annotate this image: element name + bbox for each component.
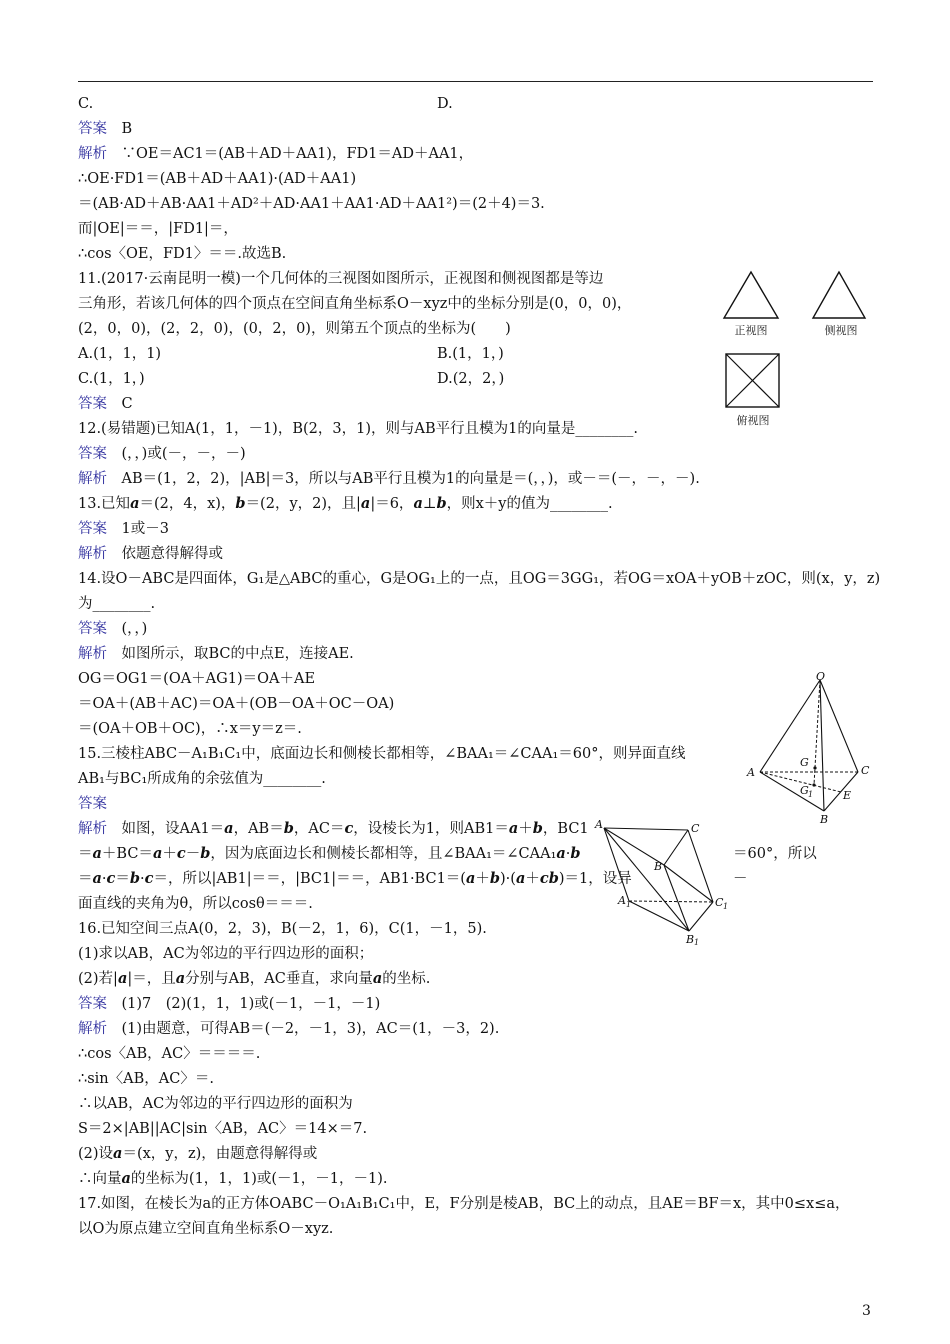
- text-line: [78, 170, 356, 188]
- text-run: ＝: [115, 871, 130, 887]
- vector-symbol: a: [130, 495, 140, 512]
- text-run: C.(1，1，): [78, 371, 145, 387]
- text-line: [78, 1220, 333, 1238]
- text-line: [78, 695, 394, 713]
- text-run: 的坐标.: [382, 971, 431, 987]
- vector-symbol: a: [92, 870, 102, 887]
- text-run: ·: [565, 846, 571, 862]
- text-run: 三角形，若该几何体的四个顶点在空间直角坐标系O－xyz中的坐标分别是(0，0，0)，: [78, 296, 632, 312]
- text-run: 15.三棱柱ABC－A₁B₁C₁中，底面边长和侧棱长都相等，∠BAA₁＝∠CAA₁＝60°，则异面直线: [78, 746, 686, 762]
- text-line: [78, 645, 354, 663]
- text-line: [78, 1070, 214, 1088]
- text-run: 16.已知空间三点A(0，2，3)，B(－2，1，6)，C(1，－1，5).: [78, 921, 487, 937]
- text-run: 依题意得解得或: [107, 546, 223, 562]
- vector-symbol: b: [436, 495, 447, 512]
- text-line: [78, 570, 880, 588]
- text-run: B.(1，1，): [437, 346, 504, 362]
- text-line: [78, 445, 246, 463]
- text-line: [78, 345, 504, 363]
- text-line: [78, 1145, 317, 1163]
- text-run: AB₁与BC₁所成角的余弦值为________.: [78, 771, 326, 787]
- text-line: [78, 770, 326, 788]
- text-line: [78, 845, 817, 863]
- answer-tag: 答案: [78, 796, 107, 812]
- answer-tag: 解析: [78, 471, 107, 487]
- text-run: ＝(AB·AD＋AB·AA1＋AD²＋AD·AA1＋AA1·AD＋AA1²)＝(2＋4)＝3.: [78, 196, 545, 212]
- text-run: D.: [437, 96, 453, 112]
- text-run: S＝2×|AB||AC|sin〈AB，AC〉＝14×＝7.: [78, 1121, 368, 1137]
- vector-symbol: b: [570, 845, 581, 862]
- vector-symbol: a: [508, 820, 519, 837]
- text-line: [78, 945, 373, 963]
- vector-symbol: a: [372, 970, 383, 987]
- vector-symbol: b: [235, 495, 246, 512]
- text-run: B: [107, 121, 133, 137]
- text-line: [78, 820, 589, 838]
- three-view-figure: [716, 268, 876, 438]
- text-line: [78, 995, 380, 1013]
- tetra-label-G1: G: [800, 784, 809, 797]
- text-run: AB＝(1，2，2)，|AB|＝3，所以与AB平行且模为1的向量是＝(，，)，或－＝(－，－，－).: [107, 471, 700, 487]
- text-run: (2，0，0)，(2，2，0)，(0，2，0)，则第五个顶点的坐标为( ): [78, 321, 511, 337]
- vector-symbol: b: [548, 870, 559, 887]
- text-line: [78, 545, 223, 563]
- side-view-label: 侧视图: [824, 324, 858, 337]
- text-run: ＋: [518, 821, 533, 837]
- answer-tag: 解析: [78, 646, 107, 662]
- text-run: ＝: [78, 846, 93, 862]
- vector-symbol: a: [515, 870, 526, 887]
- vector-symbol: a: [121, 1170, 131, 1187]
- prism-label-B1-sub: 1: [694, 938, 700, 946]
- text-line: [78, 595, 155, 613]
- text-line: [78, 1020, 499, 1038]
- text-line: [78, 895, 313, 913]
- vector-symbol: c: [176, 845, 186, 862]
- text-run: ∵OE＝AC1＝(AB＋AD＋AA1)，FD1＝AD＋AA1，: [107, 146, 474, 162]
- vector-symbol: b: [129, 870, 140, 887]
- text-run: ＝OA＋(AB＋AC)＝OA＋(OB－OA＋OC－OA): [78, 696, 395, 712]
- text-line: [78, 420, 638, 438]
- text-run: ，AB＝: [233, 821, 284, 837]
- text-run: ∴OE·FD1＝(AB＋AD＋AA1)·(AD＋AA1): [78, 171, 357, 187]
- text-run: (1)求以AB，AC为邻边的平行四边形的面积；: [78, 946, 374, 962]
- tetra-label-A: A: [747, 766, 755, 779]
- text-line: [78, 1045, 260, 1063]
- side-view-triangle: [813, 272, 865, 318]
- text-run: D.(2，2，): [437, 371, 505, 387]
- vector-symbol: a: [360, 495, 371, 512]
- text-run: (，，): [107, 621, 148, 637]
- text-line: [78, 1095, 353, 1113]
- text-run: ＝(2，y，2)，且|: [245, 496, 361, 512]
- text-line: [78, 245, 286, 263]
- text-run: 13.已知: [78, 496, 131, 512]
- text-run: ＝: [78, 871, 93, 887]
- text-run: ＝(OA＋OB＋OC)，∴x＝y＝z＝.: [78, 721, 302, 737]
- text-line: [78, 970, 430, 988]
- text-line: [78, 1120, 367, 1138]
- text-run: A.(1，1，1): [78, 346, 162, 362]
- text-line: [78, 1195, 850, 1213]
- vector-symbol: b: [283, 820, 294, 837]
- tetra-label-C: C: [861, 764, 870, 777]
- vector-symbol: c: [144, 870, 154, 887]
- text-line: [78, 745, 685, 763]
- vector-symbol: c: [106, 870, 116, 887]
- text-run: (2)若|: [78, 971, 118, 987]
- text-run: 为________.: [78, 596, 156, 612]
- page-number: 3: [862, 1303, 871, 1319]
- text-run: ，则x＋y的值为________.: [446, 496, 613, 512]
- text-line: [78, 620, 147, 638]
- vector-symbol: a: [413, 495, 423, 512]
- text-run: ∴sin〈AB，AC〉＝.: [78, 1071, 214, 1087]
- text-run: 14.设O－ABC是四面体，G₁是△ABC的重心，G是OG₁上的一点，且OG＝3GG₁，若OG＝xOA＋yOB＋zOC，则(x，y，z): [78, 571, 881, 587]
- text-line: [78, 520, 169, 538]
- text-line: [78, 295, 631, 313]
- text-run: 而|OE|＝＝，|FD1|＝，: [78, 221, 238, 237]
- answer-tag: 答案: [78, 396, 107, 412]
- vector-symbol: a: [92, 845, 102, 862]
- text-run: ⊥: [422, 496, 437, 512]
- text-run: 以O为原点建立空间直角坐标系O－xyz.: [78, 1221, 334, 1237]
- vector-symbol: a: [175, 970, 186, 987]
- vector-symbol: a: [113, 1145, 123, 1162]
- text-run: C.: [78, 96, 94, 112]
- text-run: ＝(2，4，x)，: [139, 496, 236, 512]
- text-line: [78, 495, 613, 513]
- answer-tag: 答案: [78, 621, 107, 637]
- text-run: )＝1，设异: [558, 871, 632, 887]
- text-run: ，AC＝: [293, 821, 345, 837]
- text-run: ＋BC＝: [101, 846, 153, 862]
- vector-symbol: b: [200, 845, 211, 862]
- tetra-label-G1-sub: 1: [808, 790, 814, 799]
- vector-symbol: c: [344, 820, 354, 837]
- text-run: 17.如图，在棱长为a的正方体OABC－O₁A₁B₁C₁中，E，F分别是棱AB，BC上的动点，且AE＝BF＝x，其中0≤x≤a，: [78, 1196, 850, 1212]
- text-run: (1)由题意，可得AB＝(－2，－1，3)，AC＝(1，－3，2).: [107, 1021, 500, 1037]
- text-line: [78, 220, 238, 238]
- text-line: [78, 370, 505, 388]
- text-run: ∴以AB，AC为邻边的平行四边形的面积为: [78, 1096, 353, 1112]
- text-line: [78, 270, 603, 288]
- prism-label-C1-sub: 1: [723, 902, 729, 911]
- tetra-label-B: B: [820, 813, 829, 826]
- text-run: (2)设: [78, 1146, 114, 1162]
- tetra-label-G: G: [800, 756, 809, 769]
- vector-symbol: a: [152, 845, 163, 862]
- text-run: C: [107, 396, 133, 412]
- prism-label-A1-sub: 1: [626, 900, 632, 909]
- text-line: [78, 870, 748, 888]
- text-line: [78, 320, 511, 338]
- text-run: 如图，设AA1＝: [107, 821, 225, 837]
- prism-label-A1: A: [618, 894, 626, 907]
- answer-tag: 答案: [78, 121, 107, 137]
- text-run: )·(: [500, 871, 516, 887]
- text-run: |＝6，: [370, 496, 414, 512]
- text-run: 12.(易错题)已知A(1，1，－1)，B(2，3，1)，则与AB平行且模为1的向量是________.: [78, 421, 638, 437]
- text-line: [78, 720, 302, 738]
- prism-label-C1: C: [715, 896, 724, 909]
- text-run: ∴cos〈OE，FD1〉＝＝.故选B.: [78, 246, 287, 262]
- text-line: [78, 920, 487, 938]
- prism-label-A: A: [595, 818, 603, 831]
- text-line: [78, 195, 545, 213]
- text-run: (1)7 (2)(1，1，1)或(－1，－1，－1): [107, 996, 381, 1012]
- text-run: 如图所示，取BC的中点E，连接AE.: [107, 646, 354, 662]
- vector-symbol: a: [224, 820, 234, 837]
- text-run: 分别与AB，AC垂直，求向量: [185, 971, 373, 987]
- answer-tag: 解析: [78, 1021, 107, 1037]
- text-run: ＝(x，y，z)，由题意得解得或: [122, 1146, 318, 1162]
- text-run: OG＝OG1＝(OA＋AG1)＝OA＋AE: [78, 671, 316, 687]
- front-view-triangle: [724, 272, 778, 318]
- text-run: －: [733, 871, 748, 887]
- text-line: [78, 1170, 388, 1188]
- top-view-label: 俯视图: [736, 414, 770, 427]
- answer-tag: 答案: [78, 521, 107, 537]
- prism-figure: [592, 818, 742, 946]
- text-run: ·: [101, 871, 107, 887]
- vector-symbol: a: [117, 970, 128, 987]
- text-line: [78, 470, 700, 488]
- tetrahedron-figure: [742, 668, 882, 828]
- prism-label-B1: B: [686, 933, 695, 946]
- text-run: ＝60°，所以: [733, 846, 817, 862]
- text-run: 面直线的夹角为θ，所以cosθ＝＝＝.: [78, 896, 313, 912]
- tetra-label-E: E: [843, 789, 852, 802]
- text-run: 1或－3: [107, 521, 169, 537]
- text-run: ＝，所以|AB1|＝＝，|BC1|＝＝，AB1·BC1＝(: [153, 871, 466, 887]
- header-rule: [78, 81, 873, 82]
- text-run: ，BC1: [542, 821, 589, 837]
- answer-tag: 解析: [78, 146, 107, 162]
- text-line: [78, 145, 473, 163]
- text-run: ＋: [162, 846, 177, 862]
- text-line: [78, 795, 107, 813]
- text-run: ∴向量: [78, 1171, 122, 1187]
- answer-tag: 解析: [78, 821, 107, 837]
- answer-tag: 答案: [78, 996, 107, 1012]
- answer-tag: 解析: [78, 546, 107, 562]
- text-run: |＝，且: [127, 971, 176, 987]
- text-line: [78, 395, 133, 413]
- text-run: －: [185, 846, 201, 862]
- text-run: ，因为底面边长和侧棱长都相等，且∠BAA₁＝∠CAA₁: [210, 846, 557, 862]
- front-view-label: 正视图: [734, 324, 768, 337]
- text-run: ，设棱长为1，则AB1＝: [353, 821, 509, 837]
- vector-symbol: a: [465, 870, 476, 887]
- vector-symbol: b: [532, 820, 543, 837]
- text-run: 的坐标为(1，1，1)或(－1，－1，－1).: [130, 1171, 388, 1187]
- text-run: ＋: [475, 871, 490, 887]
- text-line: [78, 670, 315, 688]
- prism-label-B: B: [654, 860, 663, 873]
- text-run: 11.(2017·云南昆明一模)一个几何体的三视图如图所示，正视图和侧视图都是等边: [78, 271, 604, 287]
- text-run: ·: [140, 871, 145, 887]
- vector-symbol: b: [489, 870, 500, 887]
- text-run: (，，)或(－，－，－): [107, 446, 246, 462]
- text-line: [78, 120, 132, 138]
- text-line: [78, 95, 453, 113]
- tetra-label-O: O: [816, 670, 826, 683]
- prism-label-C: C: [691, 822, 700, 835]
- text-run: ∴cos〈AB，AC〉＝＝＝＝.: [78, 1046, 261, 1062]
- vector-symbol: c: [539, 870, 549, 887]
- vector-symbol: a: [556, 845, 566, 862]
- answer-tag: 答案: [78, 446, 107, 462]
- text-run: ＋: [525, 871, 540, 887]
